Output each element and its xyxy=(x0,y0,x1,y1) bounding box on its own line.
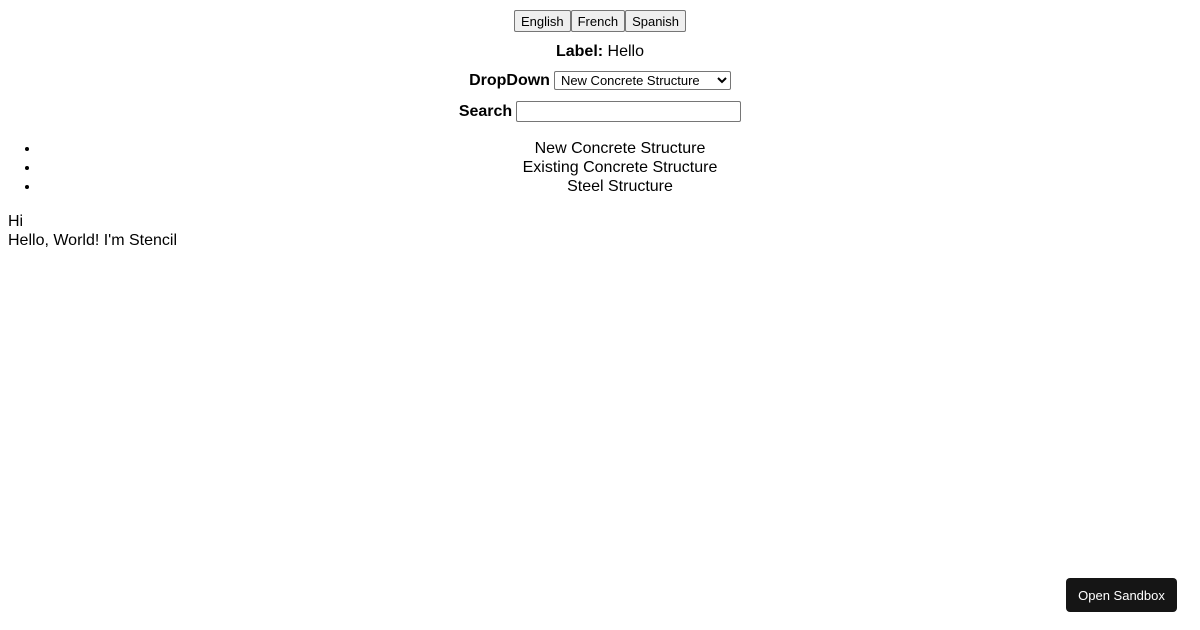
list-item: • New Concrete Structure xyxy=(40,139,1200,158)
dropdown-title: DropDown xyxy=(469,71,550,89)
search-input[interactable] xyxy=(516,101,741,122)
open-sandbox-button[interactable]: Open Sandbox xyxy=(1066,578,1177,612)
language-button-english[interactable]: English xyxy=(514,10,571,32)
search-row xyxy=(0,101,1200,122)
structure-dropdown[interactable] xyxy=(554,71,731,90)
list-item: • Existing Concrete Structure xyxy=(40,158,1200,177)
structure-list xyxy=(0,139,1200,196)
dropdown-row xyxy=(0,71,1200,90)
search-title: Search xyxy=(458,102,513,120)
label-row xyxy=(0,42,1200,61)
language-switcher xyxy=(0,10,1200,32)
label-title: Label: xyxy=(555,43,604,60)
stencil-message: Hello, World! I'm Stencil xyxy=(8,232,178,249)
language-button-spanish[interactable]: Spanish xyxy=(625,10,686,32)
language-button-french[interactable]: French xyxy=(571,10,625,32)
list-item: • Steel Structure xyxy=(40,177,1200,196)
greeting-text: Hi xyxy=(8,213,24,230)
label-value: Hello xyxy=(607,43,645,60)
